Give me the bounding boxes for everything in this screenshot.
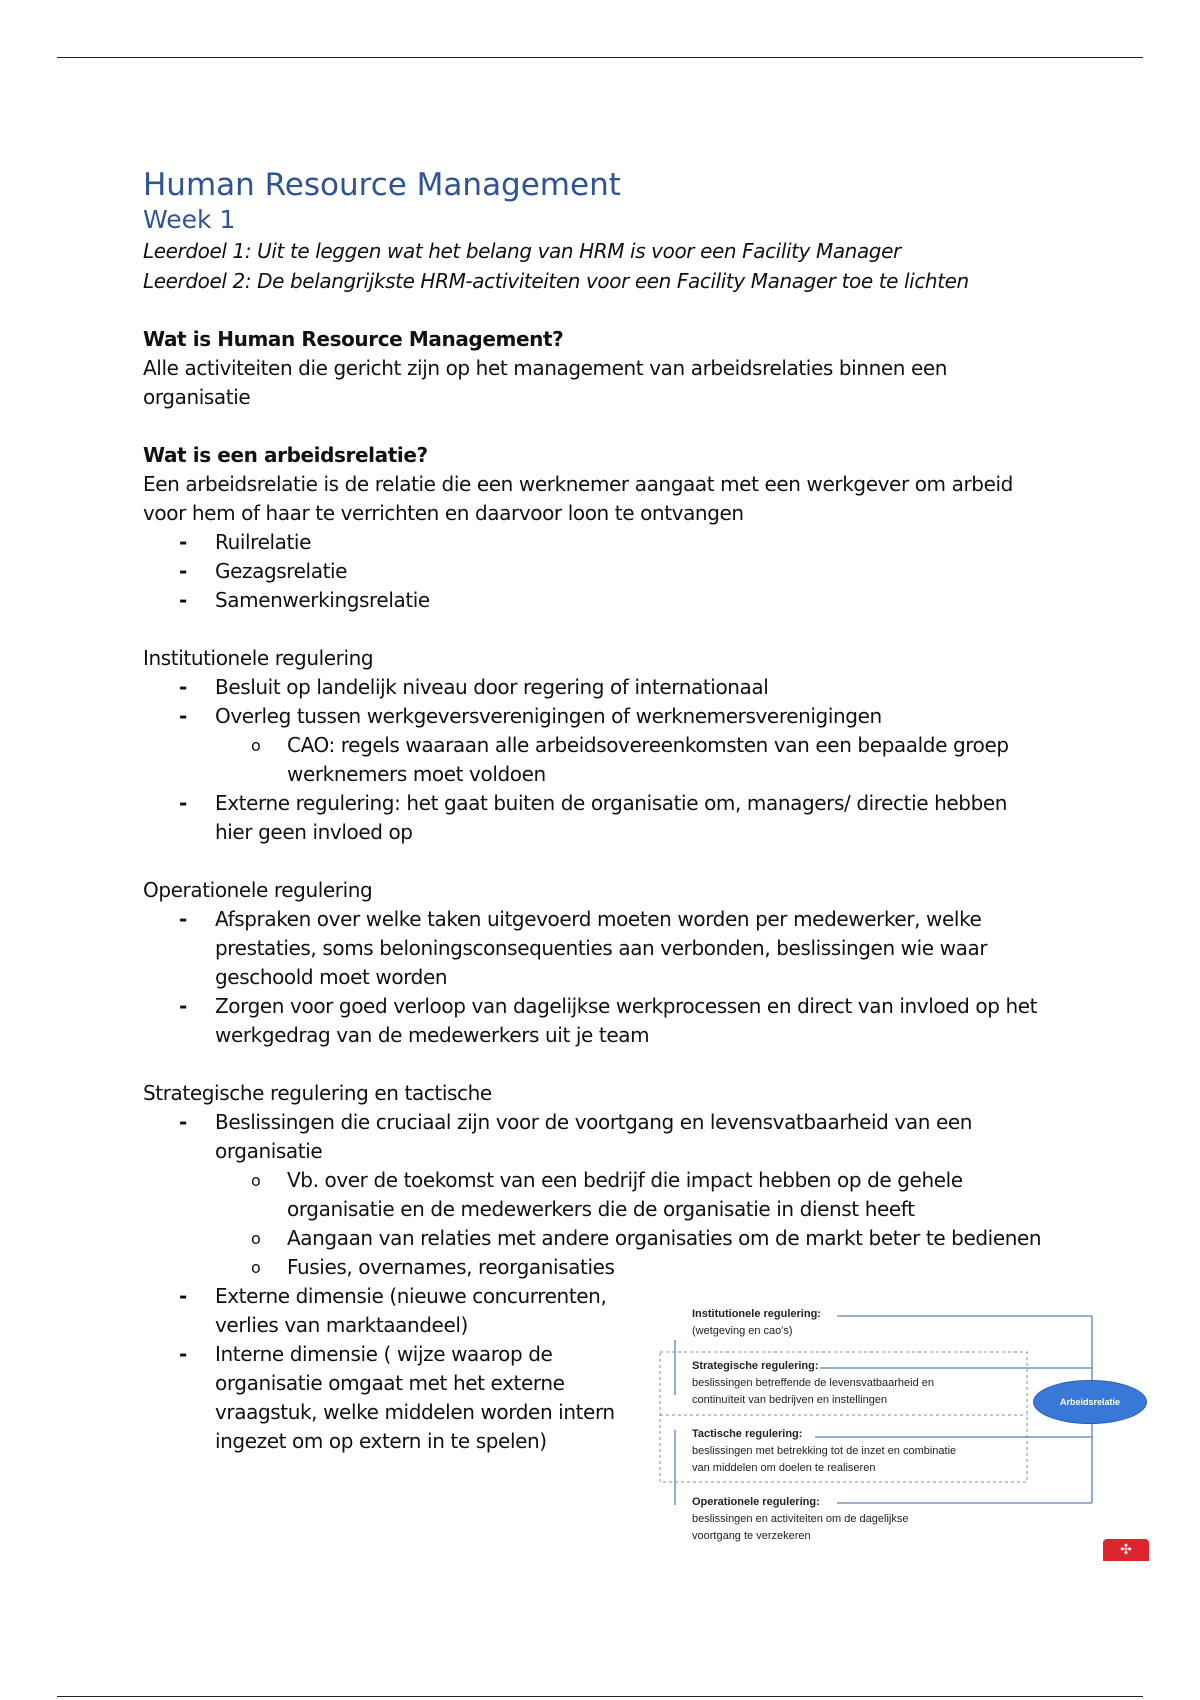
line: vraagstuk, welke middelen worden intern xyxy=(215,1400,615,1424)
strat-block xyxy=(692,1358,934,1409)
regulering-diagram xyxy=(655,1300,1155,1550)
list-item xyxy=(143,1108,1063,1166)
list-item xyxy=(143,1340,635,1456)
tact-block xyxy=(692,1426,956,1477)
institutionele-list-cont xyxy=(143,789,1063,847)
paragraph-line: voor hem of haar te verrichten en daarvoor loon te ontvangen xyxy=(143,501,744,525)
line: organisatie xyxy=(215,1139,323,1163)
inst-block xyxy=(692,1306,821,1340)
list-item xyxy=(143,1282,635,1340)
list-item: - Gezagsrelatie xyxy=(143,557,1063,586)
section-heading-hrm: Wat is Human Resource Management? xyxy=(143,327,564,351)
sub-list-item xyxy=(215,1166,1063,1224)
paragraph-line: Een arbeidsrelatie is de relatie die een werknemer aangaat met een werkgever om arbeid xyxy=(143,472,1013,496)
publisher-logo-icon: ✣ xyxy=(1103,1539,1149,1561)
paragraph-line: Alle activiteiten die gericht zijn op het management van arbeidsrelaties binnen een xyxy=(143,356,948,380)
tact-title: Tactische regulering: xyxy=(692,1428,803,1440)
oper-desc: beslissingen en activiteiten om de dagelijkse xyxy=(692,1513,909,1525)
line: - Interne dimensie ( wijze waarop de xyxy=(215,1342,553,1366)
list-item: - Besluit op landelijk niveau door regering of internationaal xyxy=(143,673,1063,702)
line: - Zorgen voor goed verloop van dagelijkse werkprocessen en direct van invloed op het xyxy=(215,994,1038,1018)
objective-1: Leerdoel 1: Uit te leggen wat het belang van HRM is voor een Facility Manager xyxy=(143,239,901,263)
oper-title: Operationele regulering: xyxy=(692,1496,820,1508)
arbeidsrelatie-node: Arbeidsrelatie xyxy=(1033,1380,1147,1424)
line: hier geen invloed op xyxy=(215,820,413,844)
operationele-list xyxy=(143,905,1063,1050)
list-item: - Ruilrelatie xyxy=(143,528,1063,557)
sub-list-item xyxy=(215,731,1063,789)
strat-desc: beslissingen betreffende de levensvatbaarheid en xyxy=(692,1377,934,1389)
tact-desc: van middelen om doelen te realiseren xyxy=(692,1462,876,1474)
line: - Afspraken over welke taken uitgevoerd moeten worden per medewerker, welke xyxy=(215,907,982,931)
line: organisatie omgaat met het externe xyxy=(215,1371,565,1395)
list-item xyxy=(143,702,1063,731)
strat-desc: continuïteit van bedrijven en instellingen xyxy=(692,1394,888,1406)
section-heading-arbeidsrelatie: Wat is een arbeidsrelatie? xyxy=(143,443,428,467)
line: prestaties, soms beloningsconsequenties aan verbonden, beslissingen wie waar xyxy=(215,936,988,960)
oper-block xyxy=(692,1494,908,1545)
page-title: Human Resource Management xyxy=(143,167,621,203)
line: o CAO: regels waaraan alle arbeidsovereenkomsten van een bepaalde groep xyxy=(287,733,1009,757)
section-heading-strategische: Strategische regulering en tactische xyxy=(143,1081,492,1105)
strategische-sublist xyxy=(215,1166,1063,1282)
list-item-text: Overleg tussen werkgeversverenigingen of werknemersverenigingen xyxy=(215,704,882,728)
section-heading-operationele: Operationele regulering xyxy=(143,878,373,902)
week-heading: Week 1 xyxy=(143,205,236,234)
list-item xyxy=(143,789,1063,847)
line: werkgedrag van de medewerkers uit je team xyxy=(215,1023,650,1047)
footer-rule xyxy=(57,1696,1143,1697)
line: verlies van marktaandeel) xyxy=(215,1313,468,1337)
list-item xyxy=(143,905,1063,992)
objective-2: Leerdoel 2: De belangrijkste HRM-activiteiten voor een Facility Manager toe te lichten xyxy=(143,269,969,293)
sub-list-item: o Aangaan van relaties met andere organisaties om de markt beter te bedienen xyxy=(215,1224,1063,1253)
document-body xyxy=(143,166,1063,1456)
list-item: - Samenwerkingsrelatie xyxy=(143,586,1063,615)
inst-title: Institutionele regulering: xyxy=(692,1308,821,1320)
tact-desc: beslissingen met betrekking tot de inzet en combinatie xyxy=(692,1445,957,1457)
line: - Externe dimensie (nieuwe concurrenten, xyxy=(215,1284,607,1308)
line: o Vb. over de toekomst van een bedrijf die impact hebben op de gehele xyxy=(287,1168,963,1192)
strat-title: Strategische regulering: xyxy=(692,1360,819,1372)
strategische-list xyxy=(143,1108,1063,1166)
line: geschoold moet worden xyxy=(215,965,448,989)
sub-list-item: o Fusies, overnames, reorganisaties xyxy=(215,1253,1063,1282)
inst-desc: (wetgeving en cao's) xyxy=(692,1325,793,1337)
relation-list xyxy=(143,528,1063,615)
header-rule xyxy=(57,57,1143,58)
paragraph-line: organisatie xyxy=(143,385,251,409)
oper-desc: voortgang te verzekeren xyxy=(692,1530,811,1542)
line: - Externe regulering: het gaat buiten de organisatie om, managers/ directie hebben xyxy=(215,791,1008,815)
list-item xyxy=(143,992,1063,1050)
line: ingezet om op extern in te spelen) xyxy=(215,1429,547,1453)
institutionele-list xyxy=(143,673,1063,731)
line: werknemers moet voldoen xyxy=(287,762,546,786)
line: organisatie en de medewerkers die de organisatie in dienst heeft xyxy=(287,1197,915,1221)
cao-sublist xyxy=(215,731,1063,789)
section-heading-institutionele: Institutionele regulering xyxy=(143,646,374,670)
line: - Beslissingen die cruciaal zijn voor de voortgang en levensvatbaarheid van een xyxy=(215,1110,973,1134)
